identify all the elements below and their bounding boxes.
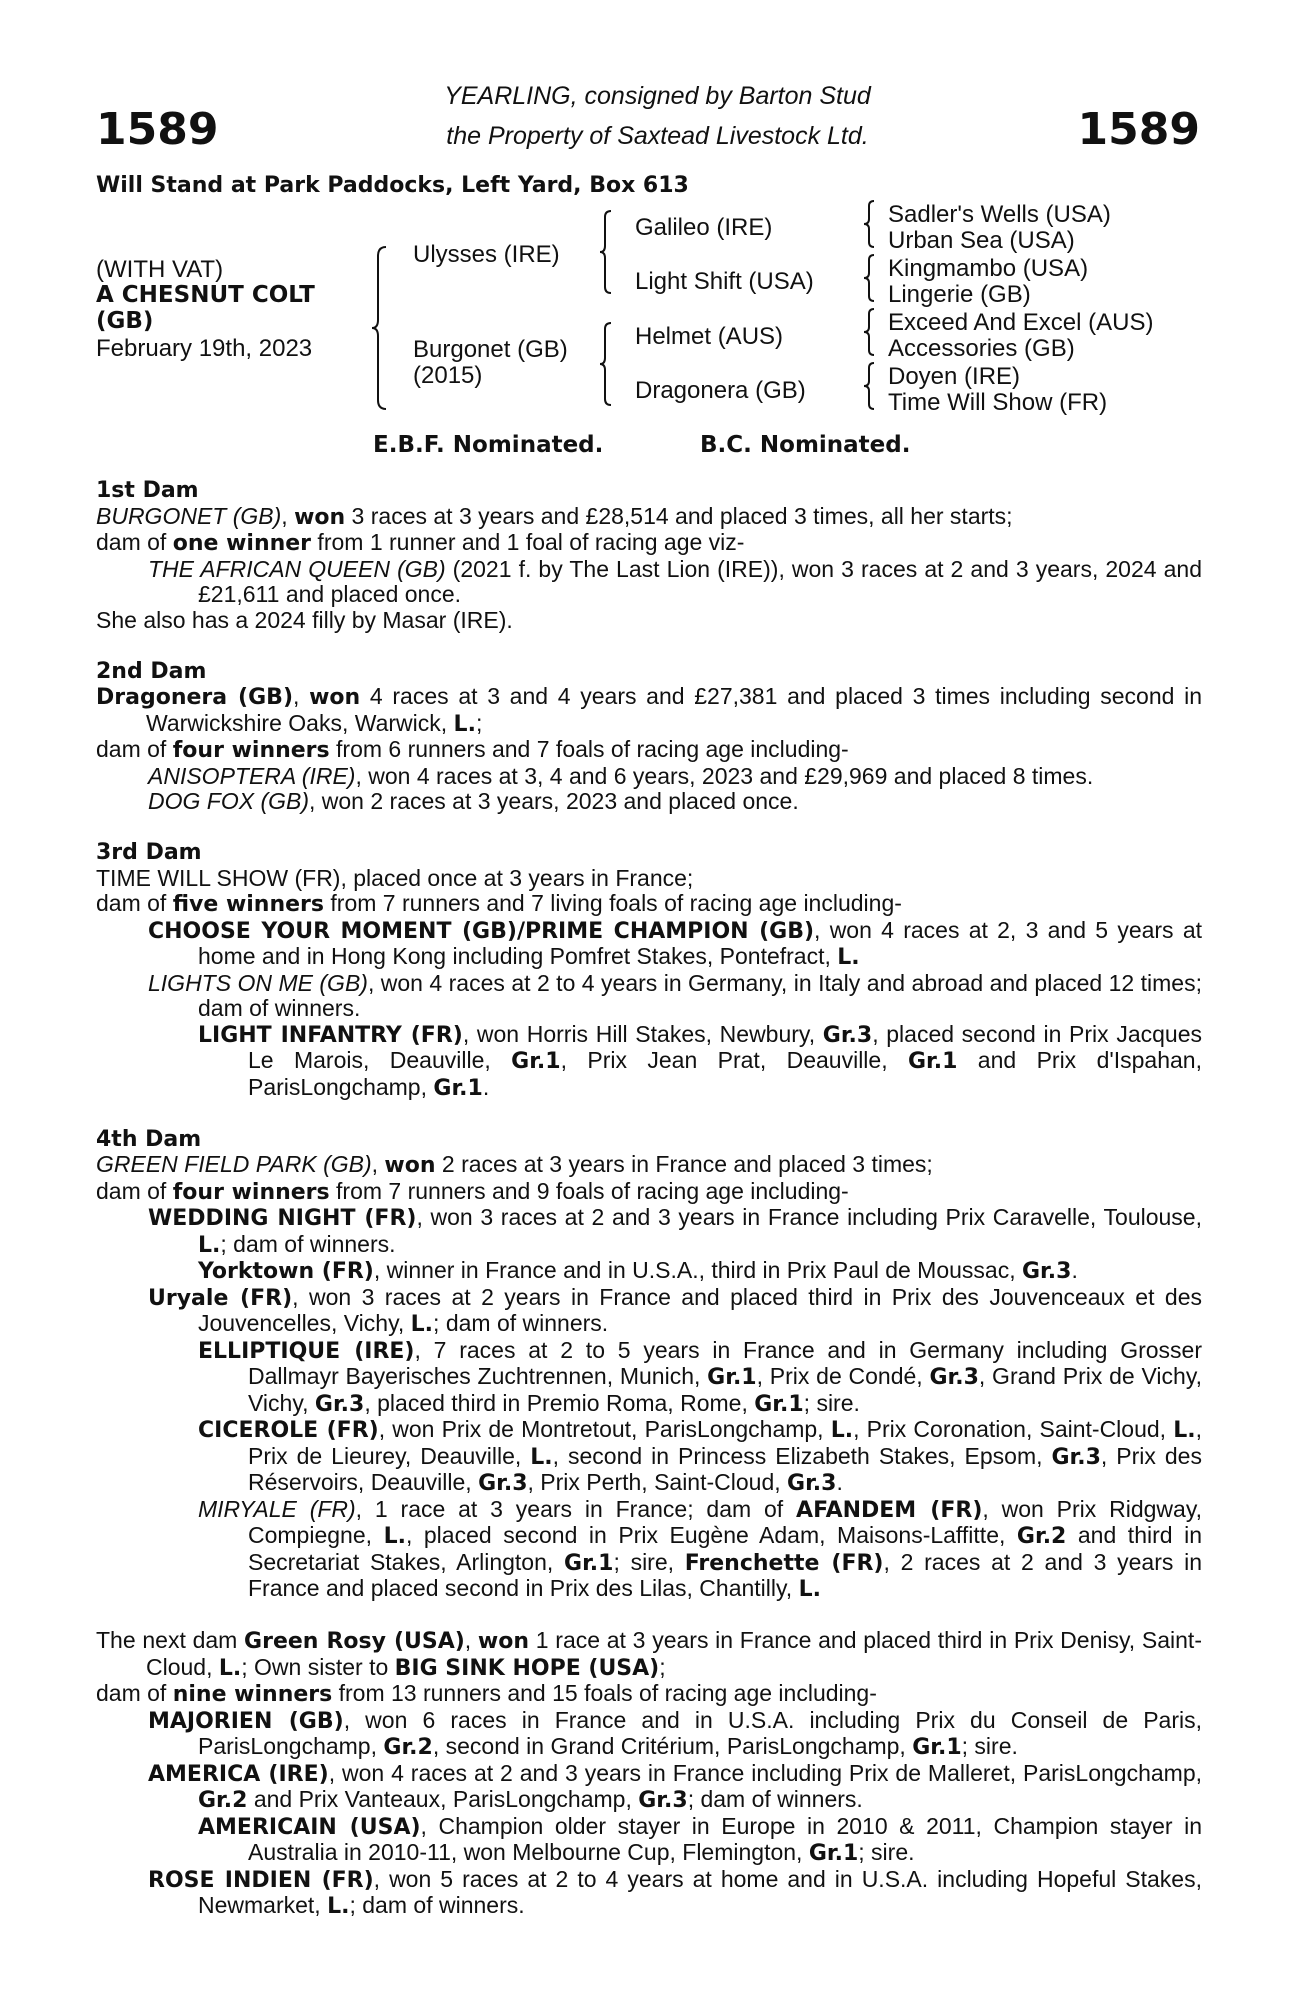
- bold-text-run: Gr.3: [478, 1471, 528, 1496]
- fourth-dam-progeny: [96, 1285, 1202, 1338]
- fourth-dam-grandprogeny: [96, 1338, 1202, 1418]
- bold-text-run: five winners: [172, 892, 325, 917]
- text-run: , second in Grand Critérium, ParisLongchamp,: [432, 1733, 913, 1759]
- text-run: 4 races at 3 and 4 years and £27,381 and placed 3 times including second in Warwickshire Oaks, Warwick,: [146, 683, 1202, 736]
- text-run: , Prix de Lieurey, Deauville,: [248, 1416, 1202, 1469]
- text-run: ,: [281, 502, 295, 529]
- next-dam-progeny: [96, 1761, 1202, 1814]
- bold-text-run: LIGHT INFANTRY (FR): [198, 1022, 463, 1048]
- second-dam-heading: 2nd Dam: [96, 658, 207, 684]
- text-run: and Prix d'Ispahan, ParisLongchamp,: [248, 1047, 1202, 1100]
- first-dam-note: [96, 608, 1202, 634]
- pedigree-sire-sire: Galileo (IRE): [635, 214, 773, 241]
- text-run: ; sire,: [613, 1548, 685, 1575]
- bold-text-run: L.: [327, 1894, 350, 1919]
- second-dam-record: [96, 684, 1202, 737]
- bold-text-run: Gr.3: [822, 1022, 873, 1048]
- fourth-dam-progeny: [96, 1205, 1202, 1258]
- pedigree-brace-ss: [862, 200, 878, 248]
- text-run: .: [482, 1073, 490, 1100]
- fourth-dam-grandprogeny: [96, 1417, 1202, 1497]
- text-run: , won 3 races at 2 years in France and placed third in Prix des Jouvenceaux et des Jouvencelles, Vichy,: [198, 1283, 1202, 1336]
- text-run: , won 4 races at 3, 4 and 6 years, 2023 and £29,969 and placed 8 times.: [355, 762, 1094, 789]
- bold-text-run: L.: [410, 1312, 434, 1337]
- italic-text-run: GREEN FIELD PARK (GB): [96, 1151, 372, 1177]
- pedigree-sdd: Lingerie (GB): [888, 281, 1031, 308]
- first-dam-produce-summary: [96, 530, 1202, 557]
- bold-text-run: L.: [837, 945, 860, 970]
- bold-text-run: CICEROLE (FR): [198, 1418, 379, 1443]
- text-run: ; dam of winners.: [220, 1230, 396, 1257]
- bold-text-run: Gr.3: [638, 1788, 688, 1813]
- text-run: 1 race at 3 years in France and placed third in Prix Denisy, Saint-Cloud,: [146, 1627, 1202, 1680]
- text-run: , winner in France and in U.S.A., third in Prix Paul de Moussac,: [373, 1257, 1022, 1283]
- bold-text-run: ROSE INDIEN (FR): [148, 1867, 374, 1893]
- text-run: 2 races at 3 years in France and placed 3 times;: [435, 1151, 933, 1177]
- bold-text-run: nine winners: [172, 1682, 333, 1707]
- pedigree-dam-sire: Helmet (AUS): [635, 323, 784, 350]
- text-run: , Prix des Réservoirs, Deauville,: [248, 1442, 1202, 1495]
- text-run: , Prix Jean Prat, Deauville,: [560, 1047, 908, 1073]
- text-run: dam of: [96, 1177, 173, 1204]
- italic-text-run: MIRYALE (FR): [198, 1495, 356, 1522]
- text-run: ,: [293, 683, 310, 709]
- ebf-nomination: E.B.F. Nominated.: [373, 432, 604, 458]
- pedigree-sire-dam: Light Shift (USA): [635, 268, 814, 295]
- bold-text-run: Gr.1: [433, 1075, 483, 1101]
- bold-text-run: L.: [1173, 1418, 1196, 1443]
- bold-text-run: AMERICAIN (USA): [198, 1814, 421, 1840]
- third-dam-progeny: [96, 918, 1202, 971]
- italic-text-run: THE AFRICAN QUEEN (GB): [148, 555, 446, 582]
- text-run: dam of: [96, 529, 173, 555]
- horse-name-line-1: A CHESNUT COLT: [96, 282, 315, 308]
- second-dam-produce-summary: [96, 737, 1202, 764]
- text-run: ; sire.: [803, 1389, 860, 1416]
- bold-text-run: Frenchette (FR): [684, 1550, 884, 1576]
- bold-text-run: Gr.2: [198, 1788, 248, 1813]
- bold-text-run: L.: [198, 1232, 221, 1258]
- text-run: , won 5 races at 2 to 4 years at home and in U.S.A. including Hopeful Stakes, Newmarket,: [198, 1865, 1202, 1918]
- bold-text-run: Gr.3: [929, 1365, 979, 1390]
- text-run: , won 2 races at 3 years, 2023 and placed once.: [309, 788, 799, 814]
- third-dam-progeny: [96, 971, 1202, 1022]
- first-dam-record: [96, 504, 1202, 531]
- italic-text-run: DOG FOX (GB): [148, 788, 309, 814]
- next-dam-produce-summary: [96, 1681, 1202, 1708]
- bold-text-run: Gr.3: [314, 1391, 365, 1417]
- bold-text-run: won: [294, 504, 346, 530]
- third-dam-produce-summary: [96, 891, 1202, 918]
- pedigree-sss: Sadler's Wells (USA): [888, 201, 1111, 228]
- text-run: and third in Secretariat Stakes, Arlington,: [248, 1522, 1202, 1575]
- bold-text-run: one winner: [172, 531, 312, 556]
- consignment-line-2: the Property of Saxtead Livestock Ltd.: [446, 122, 869, 150]
- text-run: and Prix Vanteaux, ParisLongchamp,: [247, 1786, 639, 1812]
- pedigree-brace-sd: [862, 254, 878, 302]
- fourth-dam-heading: 4th Dam: [96, 1126, 202, 1152]
- text-run: , placed second in Prix Jacques Le Marois, Deauville,: [248, 1020, 1202, 1073]
- pedigree-dam-line-1: Burgonet (GB): [413, 336, 568, 363]
- lot-number-left: 1589: [96, 104, 219, 155]
- stand-location: Will Stand at Park Paddocks, Left Yard, Box 613: [96, 173, 689, 198]
- bold-text-run: ELLIPTIQUE (IRE): [198, 1338, 415, 1364]
- bold-text-run: WEDDING NIGHT (FR): [148, 1206, 417, 1231]
- text-run: ,: [464, 1627, 478, 1653]
- text-run: dam of: [96, 890, 173, 916]
- date-of-birth: February 19th, 2023: [96, 335, 313, 362]
- next-dam-grandprogeny: [96, 1814, 1202, 1867]
- text-run: , won 4 races at 2 to 4 years in Germany, in Italy and abroad and placed 12 times; dam of winners.: [198, 969, 1202, 1021]
- text-run: from 13 runners and 15 foals of racing age including-: [332, 1680, 877, 1706]
- third-dam-record: [96, 866, 1202, 892]
- text-run: , Grand Prix de Vichy, Vichy,: [248, 1363, 1202, 1416]
- bold-text-run: Gr.1: [808, 1841, 859, 1866]
- text-run: ;: [475, 709, 483, 736]
- text-run: , won 4 races at 2, 3 and 5 years at home and in Hong Kong including Pomfret Stakes, Pontefract,: [198, 916, 1202, 969]
- fourth-dam-record: [96, 1152, 1202, 1179]
- second-dam-progeny: [96, 764, 1202, 790]
- text-run: .: [836, 1469, 843, 1495]
- pedigree-sds: Kingmambo (USA): [888, 255, 1089, 282]
- pedigree-ssd: Urban Sea (USA): [888, 227, 1075, 254]
- text-run: TIME WILL SHOW (FR), placed once at 3 years in France;: [96, 864, 694, 891]
- bold-text-run: L.: [218, 1655, 242, 1681]
- text-run: ;: [659, 1653, 666, 1680]
- text-run: (2021 f. by The Last Lion (IRE)), won 3 races at 2 and 3 years, 2024 and £21,611 and placed once.: [198, 555, 1202, 607]
- pedigree-dss: Exceed And Excel (AUS): [888, 309, 1154, 336]
- bold-text-run: MAJORIEN (GB): [148, 1708, 344, 1734]
- text-run: The next dam: [96, 1627, 245, 1653]
- bold-text-run: Uryale (FR): [148, 1285, 293, 1311]
- fourth-dam-produce-summary: [96, 1179, 1202, 1206]
- text-run: .: [1071, 1257, 1078, 1283]
- text-run: ; dam of winners.: [687, 1786, 863, 1812]
- pedigree-dds: Doyen (IRE): [888, 363, 1021, 390]
- text-run: from 7 runners and 7 living foals of racing age including-: [324, 890, 902, 916]
- text-run: ; dam of winners.: [349, 1892, 525, 1918]
- bold-text-run: L.: [830, 1418, 854, 1443]
- fourth-dam-grandprogeny: [96, 1258, 1202, 1285]
- text-run: , won 6 races in France and in U.S.A. including Prix du Conseil de Paris, ParisLongchamp,: [198, 1706, 1203, 1759]
- pedigree-dsd: Accessories (GB): [888, 335, 1075, 362]
- bold-text-run: four winners: [172, 738, 330, 763]
- text-run: , won 3 races at 2 and 3 years in France including Prix Caravelle, Toulouse,: [416, 1204, 1202, 1230]
- second-dam-progeny: [96, 789, 1202, 815]
- bold-text-run: Gr.1: [511, 1049, 561, 1074]
- pedigree-sire: Ulysses (IRE): [413, 241, 560, 268]
- bold-text-run: Yorktown (FR): [198, 1259, 374, 1284]
- pedigree-dam-dam: Dragonera (GB): [635, 377, 806, 404]
- text-run: , Prix Perth, Saint-Cloud,: [527, 1469, 788, 1495]
- bold-text-run: Gr.3: [787, 1471, 837, 1496]
- pedigree-main-brace: [370, 246, 390, 410]
- bold-text-run: Gr.1: [907, 1049, 958, 1074]
- third-dam-heading: 3rd Dam: [96, 840, 202, 865]
- italic-text-run: BURGONET (GB): [96, 502, 282, 529]
- pedigree-ddd: Time Will Show (FR): [888, 389, 1108, 416]
- text-run: from 6 runners and 7 foals of racing age including-: [329, 736, 849, 762]
- bold-text-run: L.: [453, 711, 476, 737]
- text-run: 3 races at 3 years and £28,514 and placed 3 times, all her starts;: [345, 502, 1013, 529]
- bold-text-run: BIG SINK HOPE (USA): [394, 1655, 660, 1681]
- bold-text-run: Gr.1: [564, 1550, 614, 1576]
- bold-text-run: L.: [530, 1444, 553, 1470]
- text-run: , second in Princess Elizabeth Stakes, Epsom,: [552, 1442, 1052, 1469]
- text-run: from 1 runner and 1 foal of racing age viz-: [311, 529, 745, 555]
- first-dam-heading: 1st Dam: [96, 478, 199, 503]
- text-run: , Prix Coronation, Saint-Cloud,: [853, 1416, 1174, 1442]
- next-dam-progeny: [96, 1708, 1202, 1761]
- text-run: dam of: [96, 1680, 173, 1706]
- third-dam-grandprogeny: [96, 1022, 1202, 1102]
- text-run: ; dam of winners.: [433, 1310, 609, 1336]
- text-run: , placed third in Premio Roma, Rome,: [364, 1389, 755, 1416]
- catalogue-body: [96, 478, 1202, 1920]
- text-run: , won 4 races at 2 and 3 years in France including Prix de Malleret, ParisLongchamp,: [328, 1759, 1203, 1786]
- bold-text-run: four winners: [172, 1179, 330, 1205]
- pedigree-dam-brace: [598, 322, 614, 406]
- text-run: , won Prix Ridgway, Compiegne,: [248, 1495, 1202, 1548]
- pedigree-dam-line-2: (2015): [413, 362, 483, 389]
- text-run: dam of: [96, 736, 173, 762]
- text-run: , Prix de Condé,: [756, 1363, 930, 1389]
- bold-text-run: won: [477, 1629, 530, 1654]
- pedigree-brace-dd: [862, 362, 878, 410]
- text-run: , 1 race at 3 years in France; dam of: [355, 1495, 797, 1522]
- bold-text-run: Gr.1: [754, 1391, 804, 1417]
- bold-text-run: L.: [798, 1577, 821, 1602]
- bold-text-run: won: [384, 1153, 436, 1178]
- text-run: ,: [371, 1151, 385, 1177]
- bold-text-run: AFANDEM (FR): [796, 1497, 983, 1523]
- text-run: , won Horris Hill Stakes, Newbury,: [462, 1020, 823, 1047]
- bold-text-run: Gr.2: [383, 1735, 433, 1760]
- bold-text-run: CHOOSE YOUR MOMENT (GB)/PRIME CHAMPION (GB): [148, 918, 815, 944]
- text-run: from 7 runners and 9 foals of racing age including-: [329, 1177, 849, 1204]
- bold-text-run: won: [309, 685, 361, 710]
- fourth-dam-grandprogeny: [96, 1497, 1202, 1603]
- bold-text-run: Gr.2: [1016, 1524, 1067, 1549]
- next-dam-progeny: [96, 1867, 1202, 1920]
- text-run: , placed second in Prix Eugène Adam, Maisons-Laffitte,: [405, 1522, 1017, 1548]
- text-run: , Champion older stayer in Europe in 2010 & 2011, Champion stayer in Australia in 2010-11, won Melbourne Cup, Flemington,: [248, 1812, 1202, 1865]
- text-run: ; sire.: [858, 1839, 915, 1865]
- next-dam-record: [96, 1628, 1202, 1681]
- vat-note: (WITH VAT): [96, 256, 224, 283]
- pedigree-brace-ds: [862, 308, 878, 356]
- bold-text-run: AMERICA (IRE): [148, 1761, 329, 1787]
- text-run: ; sire.: [961, 1733, 1018, 1759]
- bold-text-run: Gr.3: [1022, 1259, 1072, 1284]
- text-run: She also has a 2024 filly by Masar (IRE).: [96, 606, 513, 633]
- text-run: , won Prix de Montretout, ParisLongchamp,: [378, 1416, 831, 1442]
- bold-text-run: Gr.1: [912, 1735, 962, 1760]
- horse-name-line-2: (GB): [96, 308, 154, 334]
- text-run: , 7 races at 2 to 5 years in France and in Germany including Grosser Dallmayr Bayerisches Zuchtrennen, Munich,: [248, 1336, 1202, 1389]
- italic-text-run: LIGHTS ON ME (GB): [148, 969, 368, 996]
- pedigree-sire-brace: [598, 210, 614, 294]
- first-dam-progeny: [96, 557, 1202, 608]
- bold-text-run: Green Rosy (USA): [244, 1629, 465, 1654]
- consignment-line-1: YEARLING, consigned by Barton Stud: [444, 82, 871, 110]
- bold-text-run: Dragonera (GB): [96, 685, 293, 710]
- lot-number-right: 1589: [1077, 104, 1200, 155]
- bc-nomination: B.C. Nominated.: [700, 432, 911, 458]
- bold-text-run: Gr.1: [707, 1365, 757, 1390]
- bold-text-run: Gr.3: [1051, 1444, 1101, 1470]
- bold-text-run: L.: [383, 1524, 406, 1549]
- text-run: ; Own sister to: [241, 1653, 395, 1680]
- italic-text-run: ANISOPTERA (IRE): [148, 762, 356, 789]
- text-run: , 2 races at 2 and 3 years in France and placed second in Prix des Lilas, Chantilly,: [248, 1548, 1203, 1601]
